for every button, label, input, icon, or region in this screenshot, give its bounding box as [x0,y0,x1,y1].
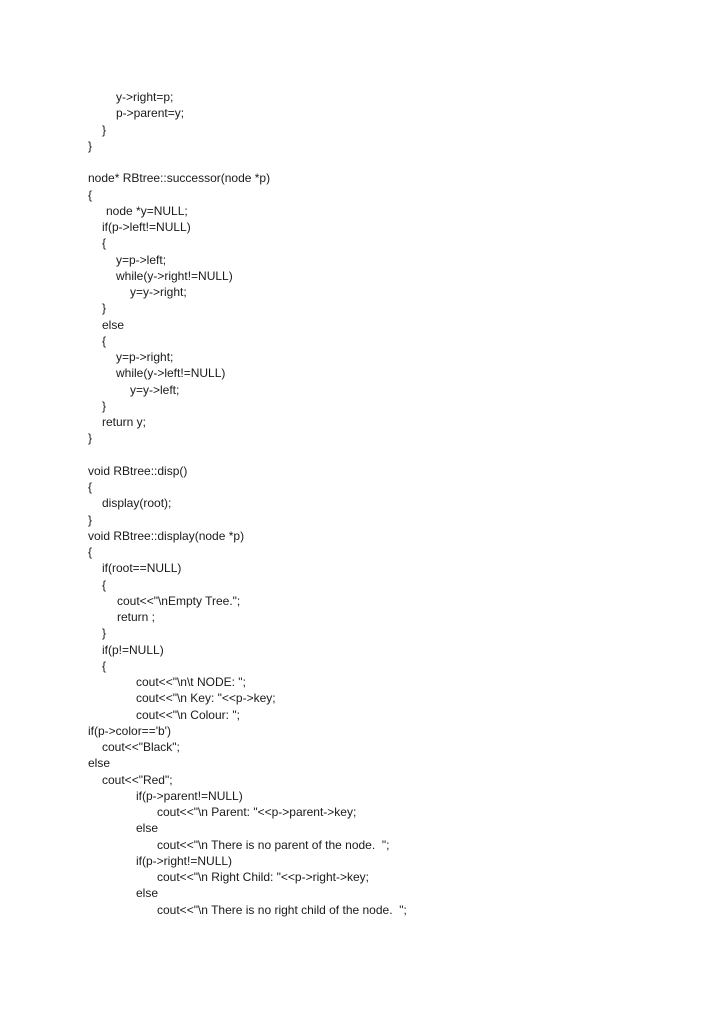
code-line: y->right=p; [116,90,174,104]
code-line: else [88,756,111,771]
code-line: cout<<"\n\t NODE: "; [136,675,246,689]
code-line: { [102,658,107,673]
code-line: y=p->left; [116,252,167,267]
code-line: while(y->left!=NULL) [116,366,226,381]
code-line: { [88,187,93,202]
code-line: return ; [117,610,156,624]
code-line: void RBtree::display(node *p) [88,528,245,543]
code-line: } [102,301,107,316]
code-line: node *y=NULL; [106,203,188,218]
code-line: cout<<"Black"; [102,740,180,754]
code-line: cout<<"\n Right Child: "<<p->right->key; [157,870,369,884]
code-line: y=y->left; [130,382,180,397]
code-line: else [102,317,125,332]
code-line: { [102,577,107,592]
code-line: cout<<"\n Colour: "; [136,707,240,722]
code-line: else [136,886,159,901]
code-line: { [102,333,107,348]
code-line: } [88,431,93,446]
code-line: cout<<"\n There is no right child of the node. "; [157,902,407,917]
code-line: cout<<"Red"; [102,772,173,787]
code-line: } [102,398,107,413]
code-line: if(p->parent!=NULL) [136,788,243,803]
code-line: if(root==NULL) [102,561,182,576]
code-line: while(y->right!=NULL) [116,268,233,283]
code-line: cout<<"\n Parent: "<<p->parent->key; [157,805,357,819]
code-line: cout<<"\n Key: "<<p->key; [136,691,276,706]
code-line: else [136,821,159,836]
code-line: cout<<"\nEmpty Tree."; [117,593,241,608]
code-line: node* RBtree::successor(node *p) [88,171,271,186]
code-line: y=y->right; [130,285,187,299]
code-line: if(p->left!=NULL) [102,220,191,234]
code-line: return y; [102,415,147,429]
code-line: if(p->right!=NULL) [136,853,233,868]
code-line: } [102,122,107,137]
code-line: { [88,480,93,494]
code-line: if(p!=NULL) [102,642,164,657]
code-line: cout<<"\n There is no parent of the node. "; [157,837,390,852]
code-line: } [102,626,107,641]
code-line: } [88,138,93,153]
code-line: { [102,236,107,251]
code-line: y=p->right; [116,350,174,364]
code-line: void RBtree::disp() [88,463,188,478]
code-line: p->parent=y; [116,106,185,121]
code-line: { [88,545,93,559]
code-line: } [88,512,93,527]
code-line: display(root); [102,496,172,511]
code-line: if(p->color=='b') [88,723,171,738]
